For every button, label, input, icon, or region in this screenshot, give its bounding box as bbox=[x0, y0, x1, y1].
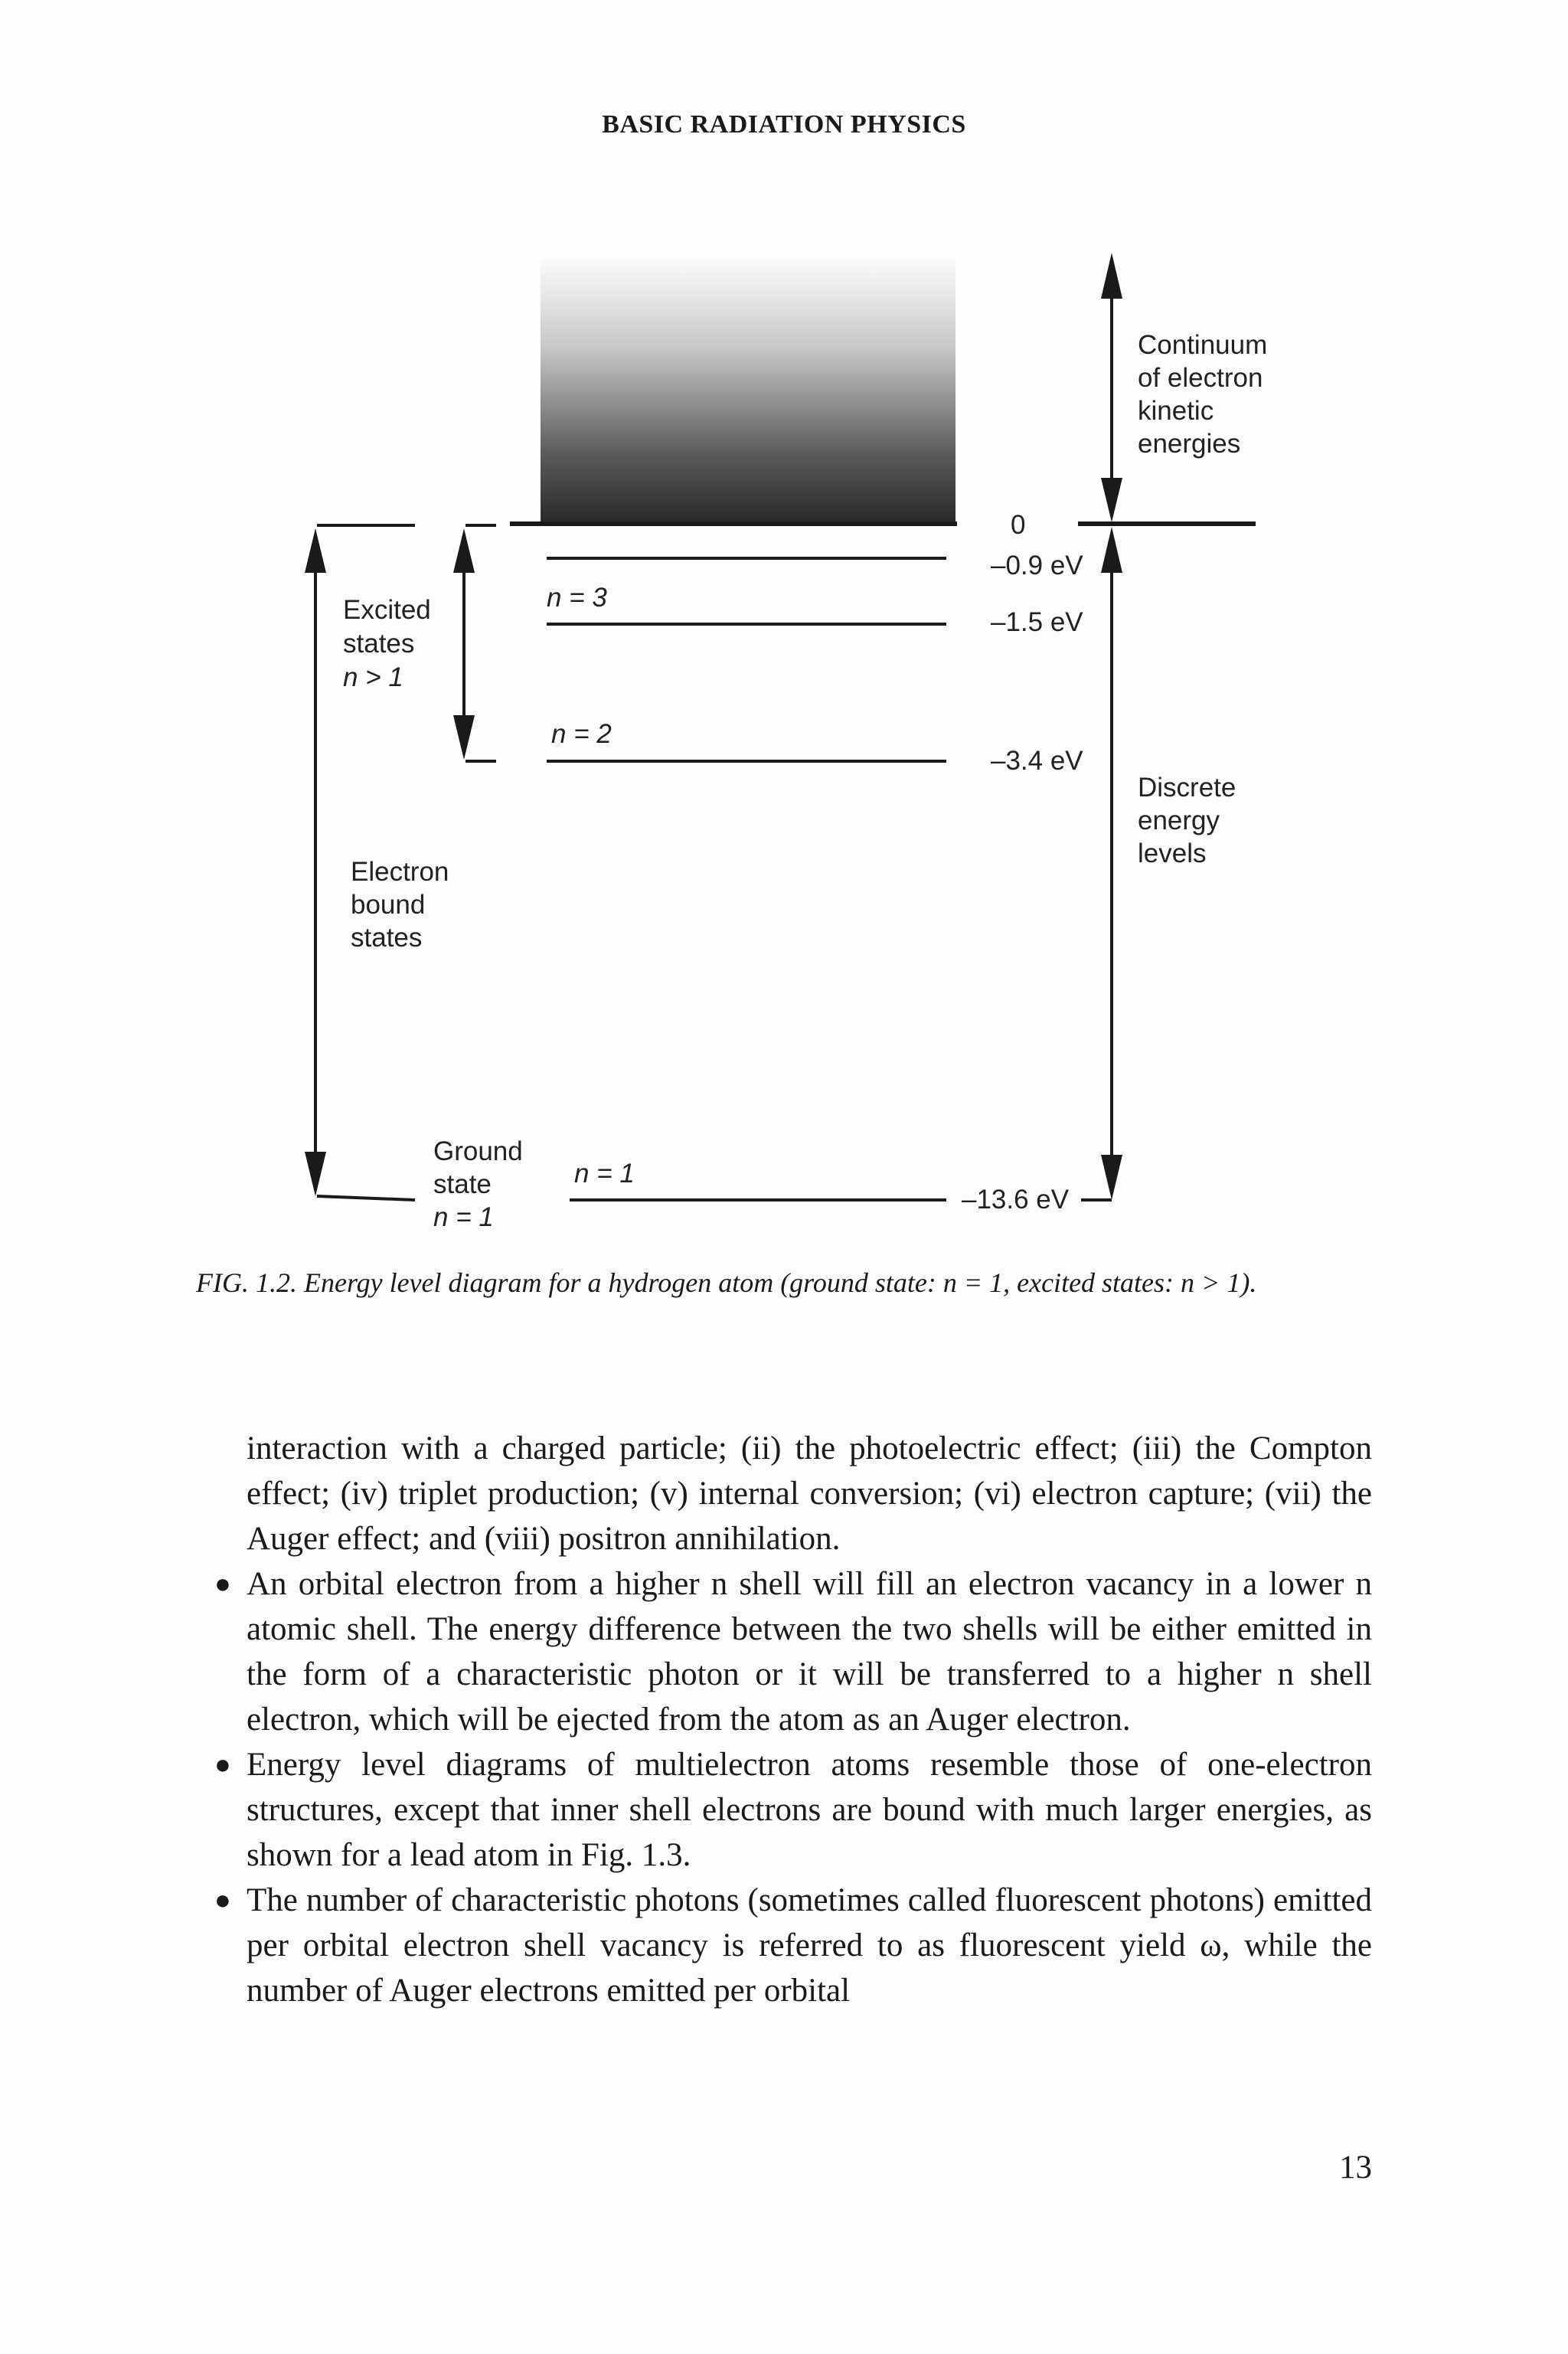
energy-0-9: –0.9 eV bbox=[991, 551, 1083, 580]
ground-state-label: Ground state n = 1 bbox=[433, 1136, 523, 1232]
paragraph-continuation: interaction with a charged particle; (ii) the photoelectric effect; (iii) the Compton effect; (iv) triplet production; (v) internal conversion; (vi) electron capture; (vii) the Auger effect; and (viii) positron annihilation. bbox=[247, 1430, 1372, 1557]
bullet-item bbox=[214, 1742, 1372, 1878]
bullet-text: Energy level diagrams of multielectron atoms resemble those of one-electron structures, except that inner shell electrons are bound with much larger energies, as shown for a lead atom in Fig. 1.3. bbox=[247, 1747, 1372, 1873]
page-number: 13 bbox=[1339, 2150, 1372, 2186]
excited-arrowhead-down bbox=[453, 715, 475, 760]
discrete-arrowhead-down bbox=[1101, 1155, 1122, 1200]
discrete-levels-label: Discrete energy levels bbox=[1138, 773, 1236, 868]
energy-1-5: –1.5 eV bbox=[991, 607, 1083, 637]
bullet-text: The number of characteristic photons (sometimes called fluorescent photons) emitted per orbital electron shell vacancy is referred to as fluorescent yield ω, while the number of Auger electrons emitted per orbital bbox=[247, 1882, 1372, 2009]
level-label-n3: n = 3 bbox=[547, 583, 607, 613]
body-text bbox=[214, 1426, 1372, 2013]
level-label-n2: n = 2 bbox=[551, 719, 612, 749]
electron-bound-states-label: Electron bound states bbox=[351, 857, 449, 953]
energy-13-6: –13.6 eV bbox=[962, 1185, 1070, 1215]
energy-3-4: –3.4 eV bbox=[991, 746, 1083, 776]
bound-states-tick-bottom bbox=[317, 1196, 415, 1200]
bound-states-arrowhead-up bbox=[305, 528, 326, 573]
figure-caption: FIG. 1.2. Energy level diagram for a hydrogen atom (ground state: n = 1, excited states: n > 1). bbox=[196, 1267, 1257, 1298]
bullet-item bbox=[214, 1561, 1372, 1742]
continuum-label: Continuum of electron kinetic energies bbox=[1138, 330, 1268, 459]
excited-arrowhead-up bbox=[453, 528, 475, 573]
excited-states-label: Excited states n > 1 bbox=[343, 595, 431, 692]
bullet-text: An orbital electron from a higher n shell will fill an electron vacancy in a lower n atomic shell. The energy difference between the two shells will be either emitted in the form of a characteristic photon or it will be transferred to a higher n shell electron, which will be ejected from the atom as an Auger electron. bbox=[247, 1566, 1372, 1738]
continuum-arrowhead-up bbox=[1101, 253, 1122, 299]
running-head: BASIC RADIATION PHYSICS bbox=[602, 110, 966, 139]
level-label-n1: n = 1 bbox=[574, 1159, 635, 1188]
bullet-item bbox=[214, 1878, 1372, 2013]
bullet-dot: ● bbox=[214, 1749, 231, 1780]
discrete-arrowhead-up bbox=[1101, 527, 1122, 573]
bound-states-arrowhead-down bbox=[305, 1152, 326, 1196]
bullet-dot: ● bbox=[214, 1568, 231, 1599]
bullet-dot: ● bbox=[214, 1885, 231, 1915]
continuum-arrowhead-down bbox=[1101, 478, 1122, 522]
energy-0: 0 bbox=[1011, 510, 1026, 540]
continuum-band bbox=[541, 253, 956, 522]
